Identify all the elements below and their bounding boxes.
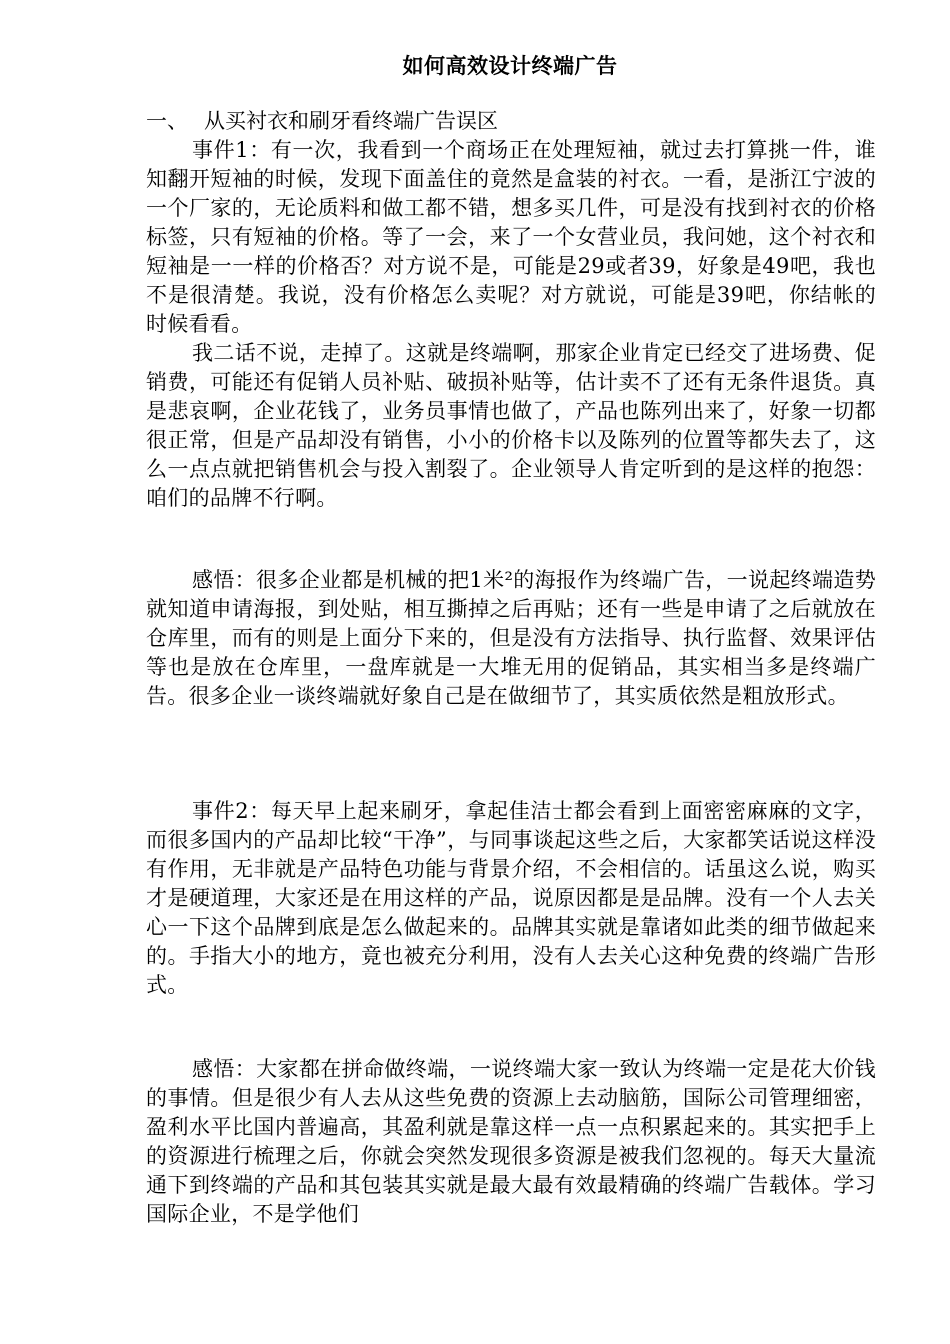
paragraph-event-1: 事件1：有一次，我看到一个商场正在处理短袖，就过去打算挑一件，谁知翻开短袖的时候，发现下面盖住的竟然是盒装的衬衣。一看，是浙江宁波的一个厂家的，无论质料和做工都不错，想多买几件，可是没有找到衬衣的价格标签，只有短袖的价格。等了一会，来了一个女营业员，我问她，这个衬衣和短袖是一一样的价格否？对方说不是，可能是29或者39，好象是49吧，我也不是很清楚。我说，没有价格怎么卖呢？对方就说，可能是39吧，你结帐的时候看看。 (146, 138, 876, 336)
paragraph-insight-1: 感悟：很多企业都是机械的把1米²的海报作为终端广告，一说起终端造势就知道申请海报，到处贴，相互撕掉之后再贴；还有一些是申请了之后就放在仓库里，而有的则是上面分下来的，但是没有方法指导、执行监督、效果评估等也是放在仓库里，一盘库就是一大堆无用的促销品，其实相当多是终端广告。很多企业一谈终端就好象自己是在做细节了，其实质依然是粗放形式。 (146, 568, 876, 708)
section-heading (146, 107, 498, 136)
section-number: 一、 (146, 109, 188, 133)
paragraph-event-2: 事件2：每天早上起来刷牙，拿起佳洁士都会看到上面密密麻麻的文字，而很多国内的产品却比较“干净”，与同事谈起这些之后，大家都笑话说这样没有作用，无非就是产品特色功能与背景介绍，不会相信的。话虽这么说，购买才是硬道理，大家还是在用这样的产品，说原因都是是品牌。没有一个人去关心一下这个品牌到底是怎么做起来的。品牌其实就是靠诸如此类的细节做起来的。手指大小的地方，竟也被充分利用，没有人去关心这种免费的终端广告形式。 (146, 799, 876, 997)
document-title: 如何高效设计终端广告 (402, 54, 618, 78)
paragraph-event-1-continued: 我二话不说，走掉了。这就是终端啊，那家企业肯定已经交了进场费、促销费，可能还有促销人员补贴、破损补贴等，估计卖不了还有无条件退货。真是悲哀啊，企业花钱了，业务员事情也做了，产品也陈列出来了，好象一切都很正常，但是产品却没有销售，小小的价格卡以及陈列的位置等都失去了，这么一点点就把销售机会与投入割裂了。企业领导人肯定听到的是这样的抱怨：咱们的品牌不行啊。 (146, 341, 876, 510)
paragraph-insight-2: 感悟：大家都在拼命做终端，一说终端大家一致认为终端一定是花大价钱的事情。但是很少有人去从这些免费的资源上去动脑筋，国际公司管理细密，盈利水平比国内普遍高，其盈利就是靠这样一点一点积累起来的。其实把手上的资源进行梳理之后，你就会突然发现很多资源是被我们忽视的。每天大量流通下到终端的产品和其包装其实就是最大最有效最精确的终端广告载体。学习国际企业，不是学他们 (146, 1057, 876, 1226)
section-heading-text: 从买衬衣和刷牙看终端广告误区 (204, 109, 498, 133)
